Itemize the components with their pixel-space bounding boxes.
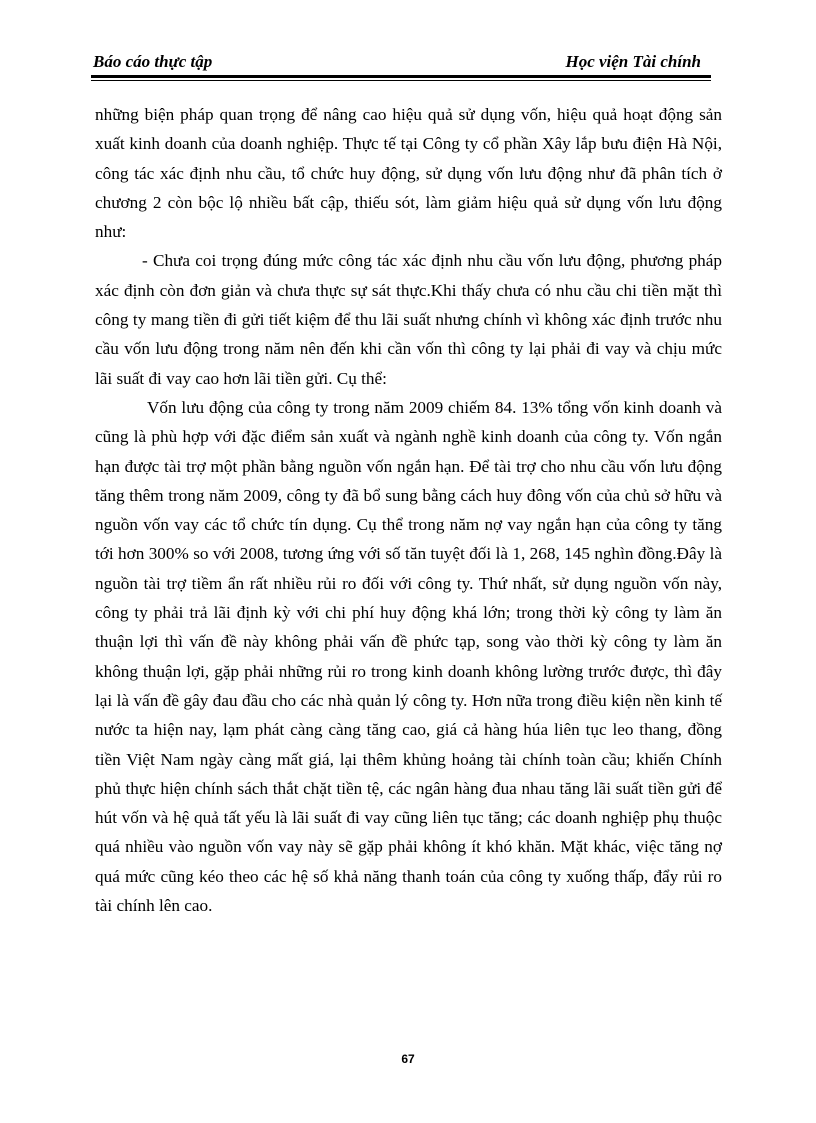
header-institution-name: Học viện Tài chính — [565, 52, 701, 71]
header-divider-thin — [91, 80, 711, 81]
header-report-title: Báo cáo thực tập — [93, 52, 213, 71]
paragraph-intro: những biện pháp quan trọng để nâng cao hiệu quả sử dụng vốn, hiệu quả hoạt động sản xuất kinh doanh của doanh nghiệp. Thực tế tại Công ty cổ phần Xây lắp bưu điện Hà Nội, công tác xác định nhu cầu, tổ chức huy động, sử dụng vốn lưu động như đã phân tích ở chương 2 còn bộc lộ nhiều bất cập, thiếu sót, làm giảm hiệu quả sử dụng vốn lưu động như: — [95, 105, 722, 242]
page-number: 67 — [401, 1052, 415, 1066]
paragraph-bullet-issue: - Chưa coi trọng đúng mức công tác xác định nhu cầu vốn lưu động, phương pháp xác định còn đơn giản và chưa thực sự sát thực.Khi thấy chưa có nhu cầu chi tiền mặt thì công ty mang tiền đi gửi tiết kiệm để thu lãi suất nhưng chính vì không xác định trước nhu cầu vốn lưu động trong năm nên đến khi cần vốn thì công ty lại phải đi vay và chịu mức lãi suất đi vay cao hơn lãi tiền gửi. Cụ thể: — [95, 251, 722, 388]
page-header — [91, 48, 711, 78]
header-divider-thick — [91, 75, 711, 78]
paragraph-working-capital-analysis: Vốn lưu động của công ty trong năm 2009 chiếm 84. 13% tổng vốn kinh doanh và cũng là phù hợp với đặc điểm sản xuất và ngành nghề kinh doanh của công ty. Vốn ngắn hạn được tài trợ một phần bằng nguồn vốn ngắn hạn. Để tài trợ cho nhu cầu vốn lưu động tăng thêm trong năm 2009, công ty đã bổ sung bằng cách huy đông vốn của chủ sở hữu và nguồn vốn vay các tổ chức tín dụng. Cụ thể trong năm nợ vay ngắn hạn của công ty tăng tới hơn 300% so với 2008, tương ứng với số tăn tuyệt đối là 1, 268, 145 nghìn đồng.Đây là nguồn tài trợ tiềm ẩn rất nhiều rủi ro đối với công ty. Thứ nhất, sử dụng nguồn vốn này, công ty phải trả lãi định kỳ với chi phí huy động khá lớn; trong thời kỳ công ty làm ăn thuận lợi thì vấn đề này không phải vấn đề phức tạp, song vào thời kỳ công ty làm ăn không thuận lợi, gặp phải những rủi ro trong kinh doanh không lường trước được, thì đây lại là vấn đề gây đau đầu cho các nhà quản lý công ty. Hơn nữa trong điều kiện nền kinh tế nước ta hiện nay, lạm phát càng càng tăng cao, giá cả hàng húa liên tục leo thang, đồng tiền Việt Nam ngày càng mất giá, lại thêm khủng hoảng tài chính toàn cầu; khiến Chính phủ thực hiện chính sách thắt chặt tiền tệ, các ngân hàng đua nhau tăng lãi suất tiền gửi để hút vốn và hệ quả tất yếu là lãi suất đi vay cũng liên tục tăng; các doanh nghiệp phụ thuộc quá nhiều vào nguồn vốn vay này sẽ gặp phải không ít khó khăn. Mặt khác, việc tăng nợ quá mức cũng kéo theo các hệ số khả năng thanh toán của công ty xuống thấp, đẩy rủi ro tài chính lên cao. — [95, 397, 722, 916]
body-text — [95, 100, 722, 920]
